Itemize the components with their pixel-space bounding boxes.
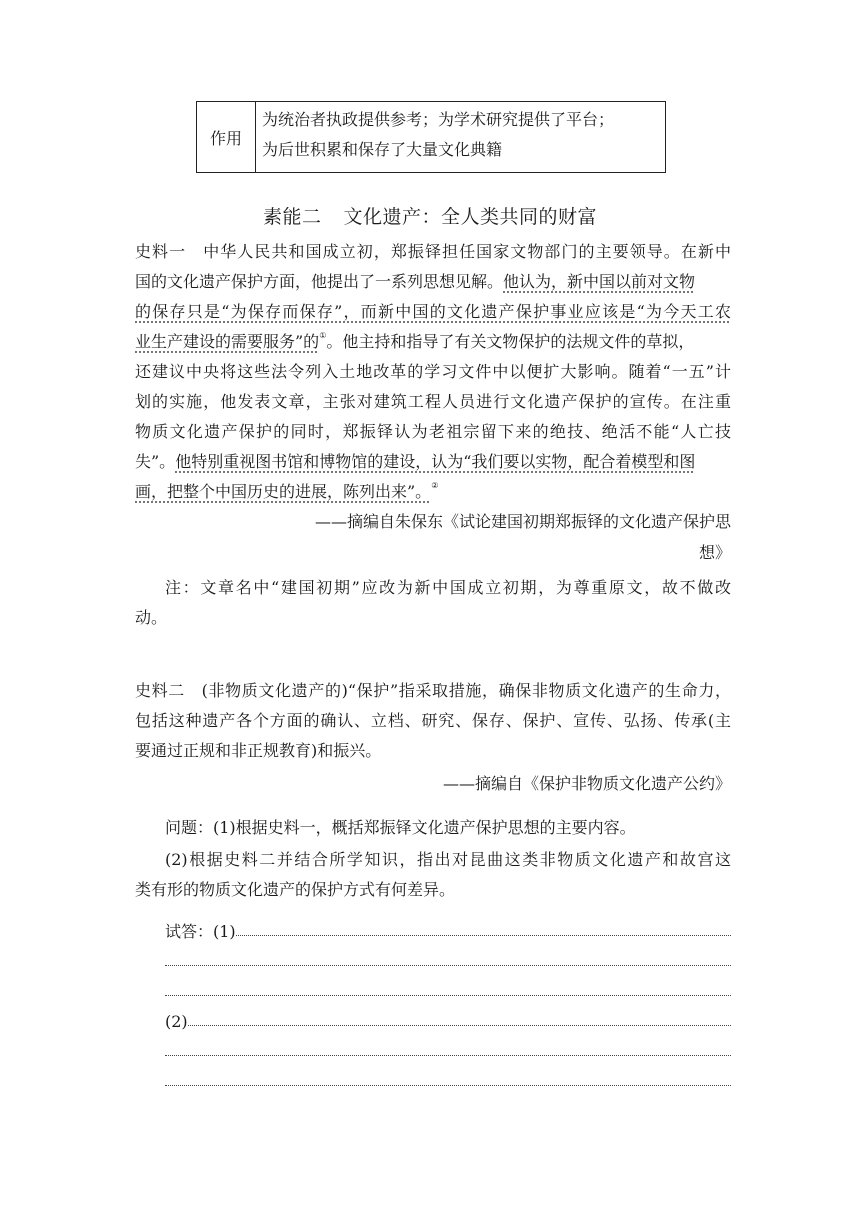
function-table [196,101,666,173]
paragraph-line [135,477,731,507]
answer-line[interactable] [165,994,731,996]
underlined-quote: 业生产建设的需要服务”的 [135,332,320,351]
question-two: 类有形的物质文化遗产的保护方式有何差异。 [135,880,456,899]
material-two [135,676,731,799]
answer-label: 试答：(1) [165,922,236,941]
source-citation: ——摘编自《保护非物质文化遗产公约》 [442,774,731,793]
answer-row[interactable] [165,972,731,1002]
section-title-number: 素能二 [262,206,322,228]
answer-label: (2) [165,1012,188,1031]
paragraph-line: 史料二 (非物质文化遗产的)“保护”指采取措施，确保非物质文化遗产的生命力， [135,681,731,700]
paragraph-line: 物质文化遗产保护的同时，郑振铎认为老祖宗留下来的绝技、绝活不能“人亡技 [135,422,731,441]
table-label-cell: 作用 [197,102,256,172]
answer-line[interactable] [236,934,731,936]
section-title [0,202,860,229]
table-content-cell [256,102,665,172]
material-one [135,237,731,633]
source-citation: 想》 [698,543,731,562]
question-one: 问题：(1)根据史料一，概括郑振铎文化遗产保护思想的主要内容。 [165,818,636,837]
table-content-line: 为后世积累和保存了大量文化典籍 [262,140,503,159]
paragraph-line: 要通过正规和非正规教育)和振兴。 [135,741,382,760]
answer-row[interactable] [165,912,731,942]
answer-line[interactable] [188,1024,731,1026]
answer-area [165,912,731,1092]
answer-row[interactable] [165,1062,731,1092]
footnote-mark: ② [431,481,439,490]
paragraph-line: 还建议中央将这些法令列入土地改革的学习文件中以便扩大影响。随着“一五”计 [135,362,731,381]
note-line: 注：文章名中“建国初期”应改为新中国成立初期，为尊重原文，故不做改 [165,578,731,597]
answer-row[interactable] [165,1002,731,1032]
underlined-quote: 画，把整个中国历史的进展，陈列出来”。 [135,482,432,501]
underlined-quote: 他特别重视图书馆和博物馆的建设，认为“我们要以实物，配合着模型和图 [175,452,696,471]
answer-line[interactable] [165,1084,731,1086]
paragraph-line: 国的文化遗产保护方面，他提出了一系列思想见解。他认为，新中国以前对文物 [135,272,696,291]
underlined-quote: 的保存只是“为保存而保存”，而新中国的文化遗产保护事业应该是“为今天工农 [135,302,731,321]
questions [135,813,731,905]
paragraph-line: 业生产建设的需要服务”的①。他主持和指导了有关文物保护的法规文件的草拟， [135,331,695,351]
answer-line[interactable] [165,964,731,966]
underlined-quote: 他认为，新中国以前对文物 [503,272,696,291]
paragraph-line: 划的实施，他发表文章，主张对建筑工程人员进行文化遗产保护的宣传。在注重 [135,392,731,411]
answer-row[interactable] [165,1032,731,1062]
table-content-line: 为统治者执政提供参考；为学术研究提供了平台； [262,110,615,129]
paragraph-line: 包括这种遗产各个方面的确认、立档、研究、保存、保护、宣传、弘扬、传承(主 [135,711,731,730]
question-two: (2)根据史料二并结合所学知识，指出对昆曲这类非物质文化遗产和故宫这 [165,850,731,869]
answer-row[interactable] [165,942,731,972]
section-title-text: 文化遗产：全人类共同的财富 [343,206,598,228]
source-citation: ——摘编自朱保东《试论建国初期郑振铎的文化遗产保护思 [314,512,731,531]
note-line: 动。 [135,608,168,627]
footnote-mark: ① [319,331,327,340]
paragraph-line: 史料一 中华人民共和国成立初，郑振铎担任国家文物部门的主要领导。在新中 [135,242,731,261]
paragraph-line: 失”。他特别重视图书馆和博物馆的建设，认为“我们要以实物，配合着模型和图 [135,452,696,471]
answer-line[interactable] [165,1054,731,1056]
